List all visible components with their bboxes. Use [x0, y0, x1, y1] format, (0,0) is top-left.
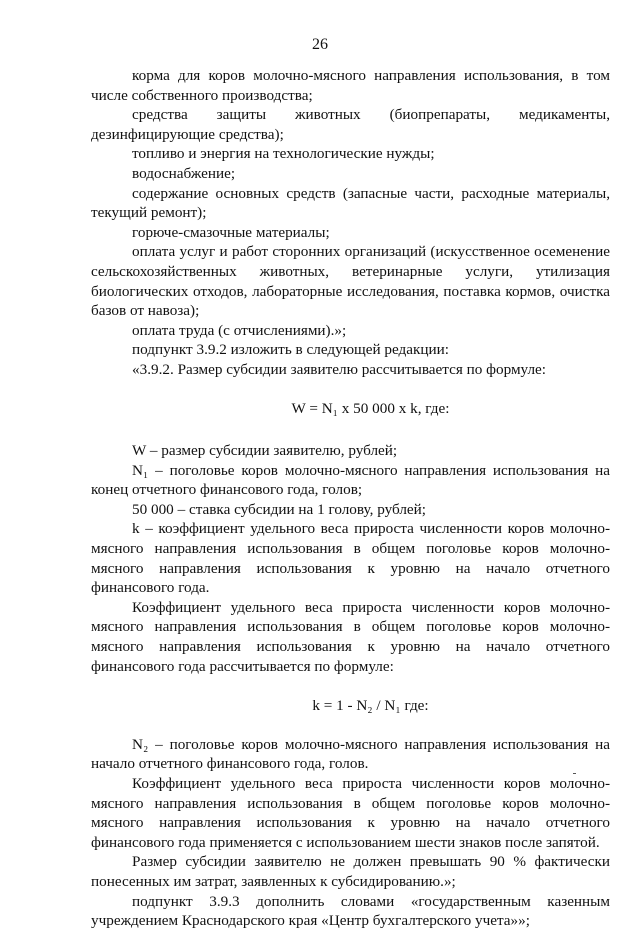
- paragraph-maintenance: содержание основных средств (запасные части, расходные материалы, текущий ремонт);: [91, 184, 610, 222]
- formula-w: W = N₁ x 50 000 x k, где:: [291, 399, 450, 417]
- paragraph-k-precision: Коэффициент удельного веса прироста численности коров молочно-мясного направления использования в общем поголовье коров молочно-мясного направления использования к уровню на начало отчетного финансового года применяется с использованием шести знаков после запятой.: [91, 775, 610, 851]
- paragraph-lubricants: горюче-смазочные материалы;: [132, 223, 330, 241]
- paragraph-fuel: топливо и энергия на технологические нужды;: [132, 145, 435, 163]
- paragraph-k-formula-intro: Коэффициент удельного веса прироста численности коров молочно-мясного направления использования в общем поголовье коров молочно-мясного направления использования к уровню на начало отчетного финансового года рассчитывается по формуле:: [91, 598, 610, 675]
- paragraph-limit: Размер субсидии заявителю не должен превышать 90 % фактически понесенных им затрат, заявленных к субсидированию.»;: [91, 853, 610, 890]
- document-body: [91, 66, 610, 931]
- paragraph-w-def: W – размер субсидии заявителю, рублей;: [132, 442, 398, 460]
- paragraph-n1-def: N₁ – поголовье коров молочно-мясного направления использования на конец отчетного финансового года, голов;: [91, 461, 610, 499]
- page-number: 26: [312, 36, 328, 53]
- paragraph-n2-def: N₂ – поголовье коров молочно-мясного направления использования на начало отчетного финансового года, голов.: [91, 735, 610, 773]
- paragraph-feed: корма для коров молочно-мясного направления использования, в том числе собственного производства;: [91, 67, 610, 104]
- paragraph-labor: оплата труда (с отчислениями).»;: [132, 321, 347, 339]
- paragraph-rate-def: 50 000 – ставка субсидии на 1 голову, рублей;: [132, 500, 427, 518]
- paragraph-subclause-392: подпункт 3.9.2 изложить в следующей редакции:: [132, 341, 449, 359]
- paragraph-subclause-393: подпункт 3.9.3 дополнить словами «государственным казенным учреждением Краснодарского края «Центр бухгалтерского учета»»;: [91, 892, 610, 930]
- paragraph-services: оплата услуг и работ сторонних организаций (искусственное осеменение сельскохозяйственных животных, ветеринарные услуги, утилизация биологических отходов, лабораторные исследования, поставка кормов, очистка базов от навоза);: [91, 243, 610, 320]
- paragraph-k-def: k – коэффициент удельного веса прироста численности коров молочно-мясного направления использования в общем поголовье коров молочно-мясного направления использования к уровню на начало отчетного финансового года.: [91, 520, 610, 597]
- paragraph-392-intro: «3.9.2. Размер субсидии заявителю рассчитывается по формуле:: [132, 360, 547, 378]
- formula-k: k = 1 - N₂ / N₁ где:: [312, 697, 429, 715]
- paragraph-protection: средства защиты животных (биопрепараты, медикаменты, дезинфицирующие средства);: [91, 106, 610, 143]
- scan-speck: [573, 773, 576, 774]
- paragraph-water: водоснабжение;: [132, 164, 236, 182]
